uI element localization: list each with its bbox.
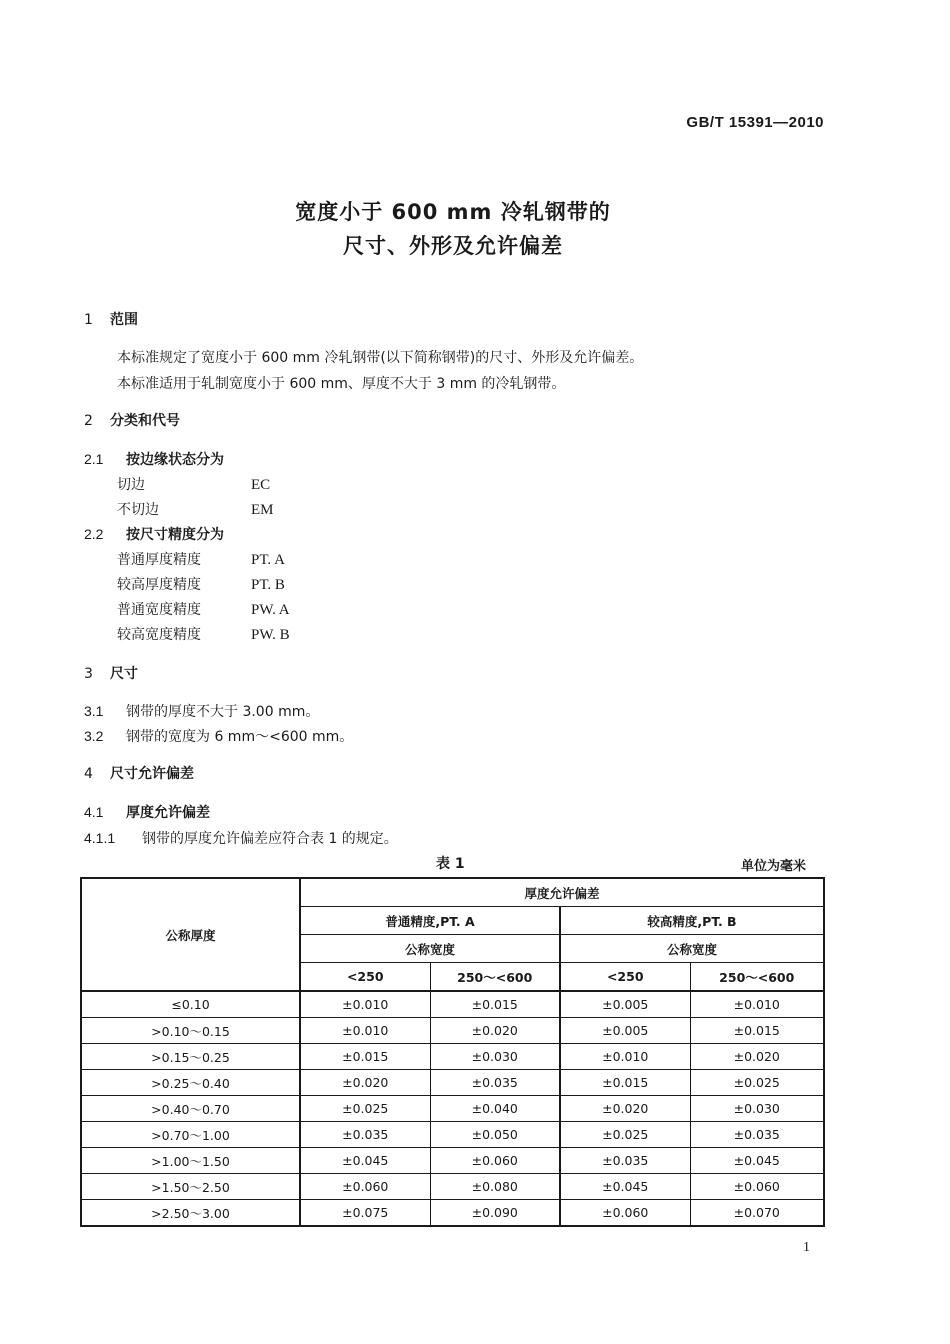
section-title: 尺寸允许偏差	[110, 766, 194, 782]
tolerance-cell: ±0.050	[430, 1122, 560, 1148]
section-title: 范围	[110, 312, 138, 328]
table-row	[81, 1018, 824, 1044]
section-2-heading	[84, 410, 180, 430]
clause-number: 3.2	[84, 728, 104, 744]
width-range-header: <250	[560, 963, 690, 992]
table-row	[81, 1200, 824, 1227]
group-header-tolerance: 厚度允许偏差	[300, 878, 824, 907]
edge-item-cut	[117, 474, 270, 494]
thickness-cell: >0.15～0.25	[81, 1044, 300, 1070]
tolerance-cell: ±0.015	[300, 1044, 430, 1070]
tolerance-cell: ±0.060	[690, 1174, 824, 1200]
precision-item-ptb	[117, 574, 285, 594]
item-label: 不切边	[117, 502, 159, 518]
item-code: PT. B	[251, 577, 285, 593]
tolerance-cell: ±0.010	[300, 991, 430, 1018]
tolerance-cell: ±0.020	[560, 1096, 690, 1122]
clause-4-1-1	[84, 828, 398, 848]
width-range-header: 250～<600	[430, 963, 560, 992]
tolerance-cell: ±0.025	[300, 1096, 430, 1122]
tolerance-cell: ±0.005	[560, 991, 690, 1018]
thickness-cell: >0.70～1.00	[81, 1122, 300, 1148]
precision-item-pta	[117, 549, 285, 569]
tolerance-cell: ±0.010	[560, 1044, 690, 1070]
section-2-2-heading	[84, 524, 224, 544]
section-number: 4.1	[84, 804, 104, 820]
tolerance-cell: ±0.045	[300, 1148, 430, 1174]
tolerance-cell: ±0.030	[690, 1096, 824, 1122]
tolerance-cell: ±0.070	[690, 1200, 824, 1227]
section-1-heading	[84, 309, 138, 329]
item-label: 较高宽度精度	[117, 627, 201, 643]
tolerance-cell: ±0.035	[690, 1122, 824, 1148]
standard-number: GB/T 15391—2010	[686, 114, 824, 131]
item-label: 普通宽度精度	[117, 602, 201, 618]
clause-text: 钢带的厚度允许偏差应符合表 1 的规定。	[142, 831, 398, 847]
header-normal-precision: 普通精度,PT. A	[300, 907, 560, 935]
document-title-line1: 宽度小于 600 mm 冷轧钢带的	[295, 200, 611, 224]
section-4-1-heading	[84, 802, 210, 822]
tolerance-cell: ±0.010	[690, 991, 824, 1018]
header-nominal-width: 公称宽度	[560, 935, 824, 963]
section-3-heading	[84, 663, 138, 683]
tolerance-cell: ±0.015	[690, 1018, 824, 1044]
tolerance-cell: ±0.080	[430, 1174, 560, 1200]
item-code: PW. A	[251, 602, 290, 618]
item-label: 较高厚度精度	[117, 577, 201, 593]
section-4-heading	[84, 763, 194, 783]
section-number: 4	[84, 766, 93, 782]
tolerance-cell: ±0.005	[560, 1018, 690, 1044]
thickness-cell: ≤0.10	[81, 991, 300, 1018]
tolerance-cell: ±0.090	[430, 1200, 560, 1227]
section-title: 按尺寸精度分为	[126, 527, 224, 543]
table-row	[81, 1044, 824, 1070]
tolerance-cell: ±0.045	[560, 1174, 690, 1200]
tolerance-cell: ±0.015	[560, 1070, 690, 1096]
table-row	[81, 1122, 824, 1148]
section-number: 3	[84, 666, 93, 682]
item-label: 普通厚度精度	[117, 552, 201, 568]
scope-paragraph-2: 本标准适用于轧制宽度小于 600 mm、厚度不大于 3 mm 的冷轧钢带。	[117, 376, 566, 392]
document-title-line2: 尺寸、外形及允许偏差	[343, 234, 563, 258]
tolerance-cell: ±0.020	[430, 1018, 560, 1044]
section-title: 尺寸	[110, 666, 138, 682]
header-high-precision: 较高精度,PT. B	[560, 907, 824, 935]
item-code: EM	[251, 502, 274, 518]
table-row	[81, 1174, 824, 1200]
item-label: 切边	[117, 477, 145, 493]
item-code: PT. A	[251, 552, 285, 568]
section-number: 1	[84, 312, 93, 328]
tolerance-cell: ±0.025	[690, 1070, 824, 1096]
clause-3-2	[84, 726, 353, 746]
section-title: 分类和代号	[110, 413, 180, 429]
tolerance-cell: ±0.045	[690, 1148, 824, 1174]
tolerance-cell: ±0.060	[430, 1148, 560, 1174]
tolerance-cell: ±0.015	[430, 991, 560, 1018]
tolerance-cell: ±0.020	[690, 1044, 824, 1070]
tolerance-cell: ±0.060	[560, 1200, 690, 1227]
section-title: 按边缘状态分为	[126, 452, 224, 468]
page-number: 1	[803, 1240, 810, 1255]
edge-item-uncut	[117, 499, 274, 519]
scope-paragraph-1: 本标准规定了宽度小于 600 mm 冷轧钢带(以下简称钢带)的尺寸、外形及允许偏差。	[117, 350, 644, 366]
thickness-cell: >1.00～1.50	[81, 1148, 300, 1174]
item-code: EC	[251, 477, 271, 493]
clause-3-1	[84, 701, 319, 721]
tolerance-cell: ±0.040	[430, 1096, 560, 1122]
section-title: 厚度允许偏差	[126, 805, 210, 821]
thickness-cell: >2.50～3.00	[81, 1200, 300, 1227]
thickness-cell: >1.50～2.50	[81, 1174, 300, 1200]
width-range-header: 250～<600	[690, 963, 824, 992]
tolerance-cell: ±0.025	[560, 1122, 690, 1148]
tolerance-cell: ±0.075	[300, 1200, 430, 1227]
precision-item-pwa	[117, 599, 290, 619]
tolerance-cell: ±0.020	[300, 1070, 430, 1096]
section-2-1-heading	[84, 449, 224, 469]
tolerance-cell: ±0.030	[430, 1044, 560, 1070]
thickness-tolerance-table	[80, 877, 825, 1227]
table-caption: 表 1	[436, 856, 465, 872]
clause-text: 钢带的宽度为 6 mm～<600 mm。	[126, 729, 354, 745]
col-header-nominal-thickness: 公称厚度	[81, 878, 300, 991]
thickness-cell: >0.25～0.40	[81, 1070, 300, 1096]
section-number: 2	[84, 413, 93, 429]
header-nominal-width: 公称宽度	[300, 935, 560, 963]
item-code: PW. B	[251, 627, 290, 643]
clause-number: 3.1	[84, 703, 104, 719]
tolerance-cell: ±0.060	[300, 1174, 430, 1200]
table-row	[81, 1148, 824, 1174]
clause-text: 钢带的厚度不大于 3.00 mm。	[126, 704, 320, 720]
tolerance-cell: ±0.035	[430, 1070, 560, 1096]
table-row	[81, 1096, 824, 1122]
tolerance-cell: ±0.035	[560, 1148, 690, 1174]
width-range-header: <250	[300, 963, 430, 992]
tolerance-cell: ±0.035	[300, 1122, 430, 1148]
section-number: 2.2	[84, 526, 104, 542]
thickness-cell: >0.10～0.15	[81, 1018, 300, 1044]
section-number: 2.1	[84, 451, 104, 467]
thickness-cell: >0.40～0.70	[81, 1096, 300, 1122]
table-row	[81, 1070, 824, 1096]
tolerance-cell: ±0.010	[300, 1018, 430, 1044]
precision-item-pwb	[117, 624, 290, 644]
table-row	[81, 991, 824, 1018]
clause-number: 4.1.1	[84, 830, 116, 846]
table-unit: 单位为毫米	[740, 859, 806, 874]
